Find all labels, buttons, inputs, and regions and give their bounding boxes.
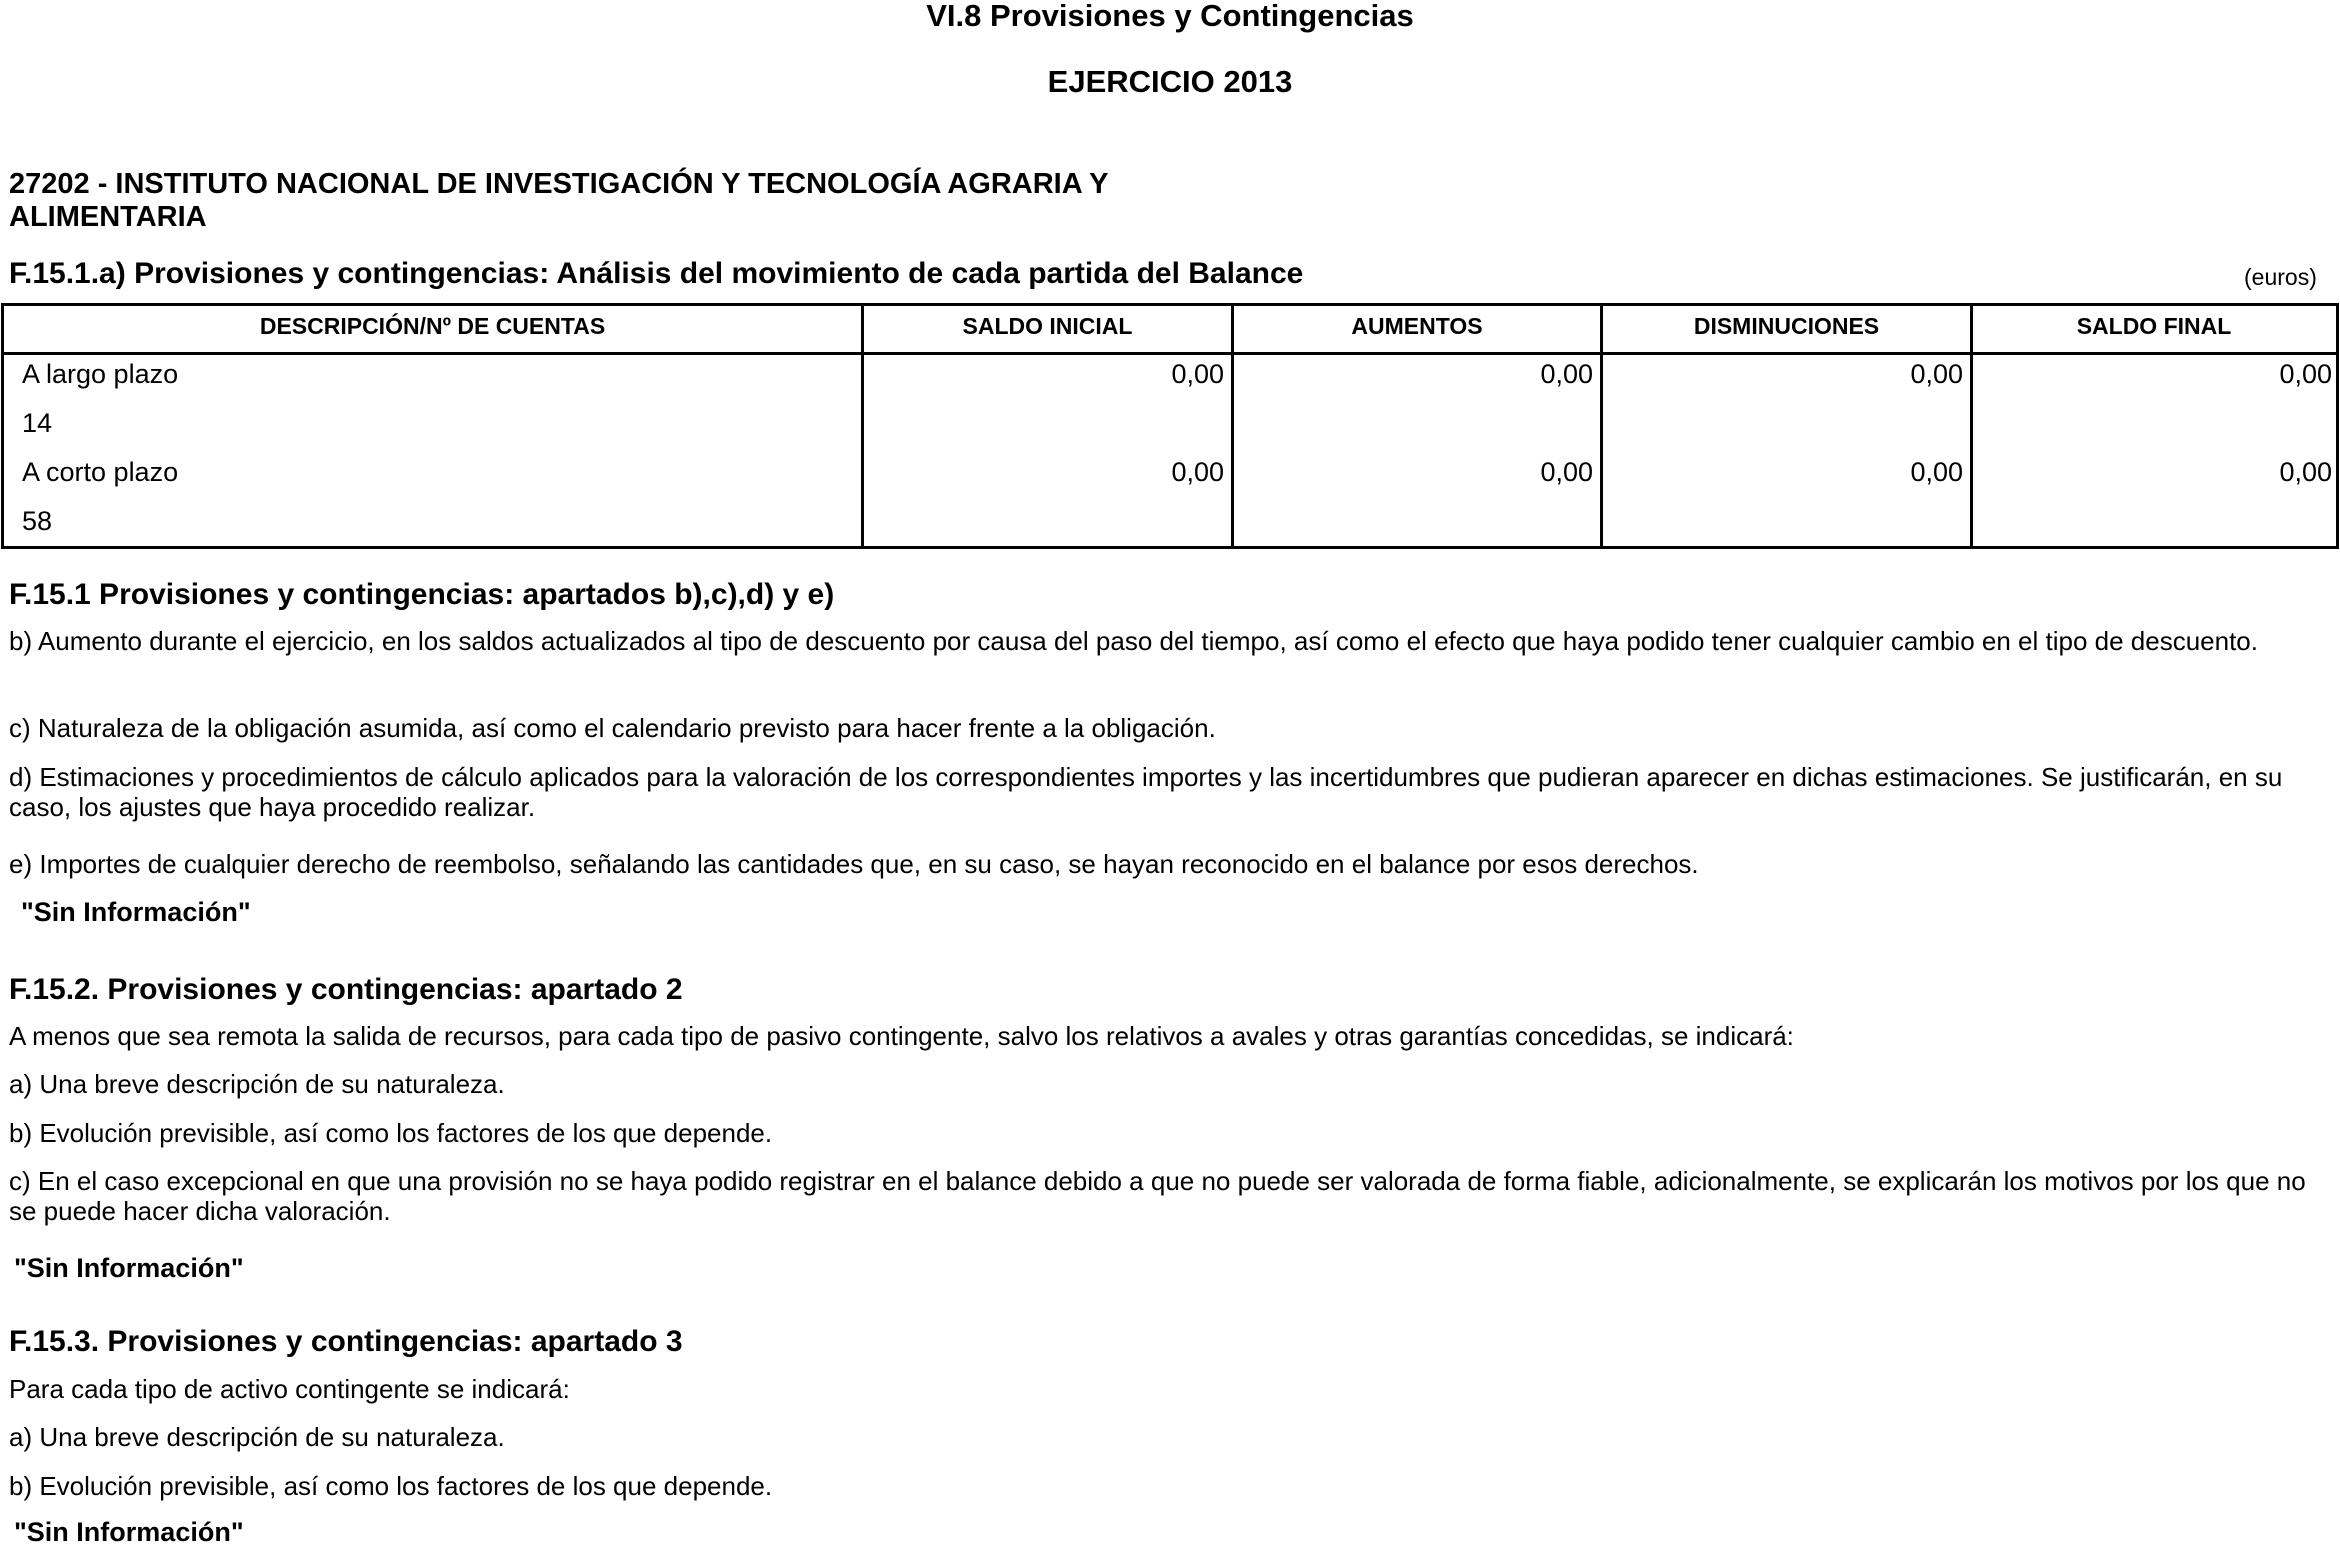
page-title: VI.8 Provisiones y Contingencias [926,0,1414,33]
paragraph: e) Importes de cualquier derecho de reembolso, señalando las cantidades que, en su caso, se hayan reconocido en el balance por esos derechos. [9,849,1699,879]
paragraph: Para cada tipo de activo contingente se indicará: [9,1374,570,1404]
column-header-aumentos: AUMENTOS [1351,313,1483,339]
cell-disminuciones: 0,00 [1910,359,1963,389]
section-title: F.15.1.a) Provisiones y contingencias: Análisis del movimiento de cada partida del Balance [9,257,1304,290]
fiscal-year: EJERCICIO 2013 [1047,64,1293,99]
section-title: F.15.2. Provisiones y contingencias: apartado 2 [9,973,683,1006]
cell-saldo-final: 0,00 [2279,359,2332,389]
header-divider [1,352,2339,355]
row-description: 58 [22,506,53,536]
units-label: (euros) [2244,264,2317,290]
no-information-label: "Sin Información" [14,1517,244,1547]
entity-name: 27202 - INSTITUTO NACIONAL DE INVESTIGACIÓN Y TECNOLOGÍA AGRARIA Y ALIMENTARIA [9,168,1108,233]
cell-saldo-inicial: 0,00 [1171,457,1224,487]
movement-table [0,302,2340,550]
paragraph: a) Una breve descripción de su naturaleza. [9,1422,505,1452]
row-description: A largo plazo [22,359,179,389]
column-header-disminuciones: DISMINUCIONES [1693,313,1880,339]
row-description: 14 [22,408,53,438]
paragraph: a) Una breve descripción de su naturaleza. [9,1069,505,1099]
paragraph: b) Evolución previsible, así como los factores de los que depende. [9,1471,773,1501]
paragraph: b) Evolución previsible, así como los factores de los que depende. [9,1118,773,1148]
paragraph: A menos que sea remota la salida de recursos, para cada tipo de pasivo contingente, salvo los relativos a avales y otras garantías concedidas, se indicará: [9,1021,1794,1051]
cell-disminuciones: 0,00 [1910,457,1963,487]
cell-aumentos: 0,00 [1540,359,1593,389]
section-title: F.15.1 Provisiones y contingencias: apartados b),c),d) y e) [9,578,835,611]
paragraph: b) Aumento durante el ejercicio, en los saldos actualizados al tipo de descuento por causa del paso del tiempo, así como el efecto que haya podido tener cualquier cambio en el tipo de descuento. [9,626,2258,656]
no-information-label: "Sin Información" [14,1253,244,1283]
column-header-saldo-inicial: SALDO INICIAL [962,313,1133,339]
cell-saldo-final: 0,00 [2279,457,2332,487]
paragraph: c) En el caso excepcional en que una provisión no se haya podido registrar en el balance debido a que no puede ser valorada de forma fiable, adicionalmente, se explicarán los motivos por los que no se puede hacer dicha valoración. [9,1166,2306,1226]
section-title: F.15.3. Provisiones y contingencias: apartado 3 [9,1325,683,1358]
cell-saldo-inicial: 0,00 [1171,359,1224,389]
column-header-saldo-final: SALDO FINAL [2076,313,2232,339]
cell-aumentos: 0,00 [1540,457,1593,487]
column-header-description: DESCRIPCIÓN/Nº DE CUENTAS [259,313,606,339]
paragraph: d) Estimaciones y procedimientos de cálculo aplicados para la valoración de los correspondientes importes y las incertidumbres que pudieran aparecer en dichas estimaciones. Se justificarán, en su caso, los ajustes que haya procedido realizar. [9,762,2283,822]
paragraph: c) Naturaleza de la obligación asumida, así como el calendario previsto para hacer frente a la obligación. [9,713,1216,743]
row-description: A corto plazo [22,457,179,487]
no-information-label: "Sin Información" [21,897,251,927]
